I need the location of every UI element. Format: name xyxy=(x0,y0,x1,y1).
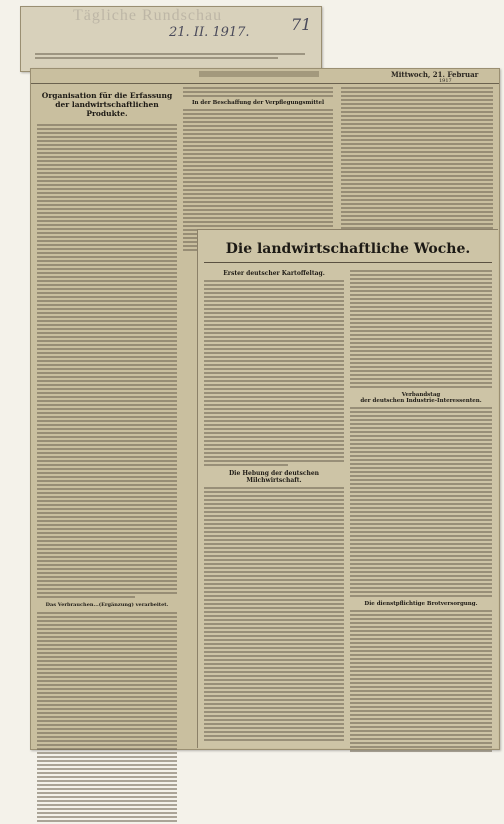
main-article-right-col xyxy=(350,270,492,754)
left-bottom-heading: Das Verbrauchen...(Ergänzung) verarbeitet. xyxy=(45,602,169,608)
top-clipping-text xyxy=(35,53,305,61)
left-article-title-1: Organisation für die Erfassung xyxy=(41,91,173,100)
masthead-faded: Tägliche Rundschau xyxy=(73,7,223,24)
section-verbandstag-2: der deutschen Industrie-Interessenten. xyxy=(360,398,482,404)
section-milchwirtschaft: Die Hebung der deutschen Milchwirtschaft. xyxy=(228,470,320,484)
main-article-title: Die landwirtschaftliche Woche. xyxy=(225,241,471,257)
left-article xyxy=(37,91,177,824)
main-article xyxy=(197,229,498,748)
handwritten-page-number: 71 xyxy=(291,15,312,34)
header-date: Mittwoch, 21. Februar xyxy=(391,70,479,79)
section-verbandstag-1: Verbandstag xyxy=(401,392,441,398)
newspaper-clipping xyxy=(30,68,500,750)
middle-col-heading: In der Beschaffung der Verpflegungsmittel xyxy=(191,100,325,106)
title-rule xyxy=(204,262,492,263)
handwritten-date: 21. II. 1917. xyxy=(169,25,250,40)
top-clipping xyxy=(20,6,322,72)
main-article-left-col xyxy=(204,270,344,743)
left-article-body xyxy=(37,124,177,598)
section-kartoffeltag: Erster deutscher Kartoffeltag. xyxy=(223,270,325,277)
newspaper-header xyxy=(31,69,499,84)
header-year: 1917 xyxy=(439,78,452,84)
left-article-title-2: der landwirtschaftlichen Produkte. xyxy=(55,100,159,118)
left-article-body-2 xyxy=(37,612,177,822)
header-mast-strip xyxy=(199,71,319,77)
section-brotversorgung: Die dienstpflichtige Brotversorgung. xyxy=(364,601,478,607)
right-column-top xyxy=(341,87,493,239)
